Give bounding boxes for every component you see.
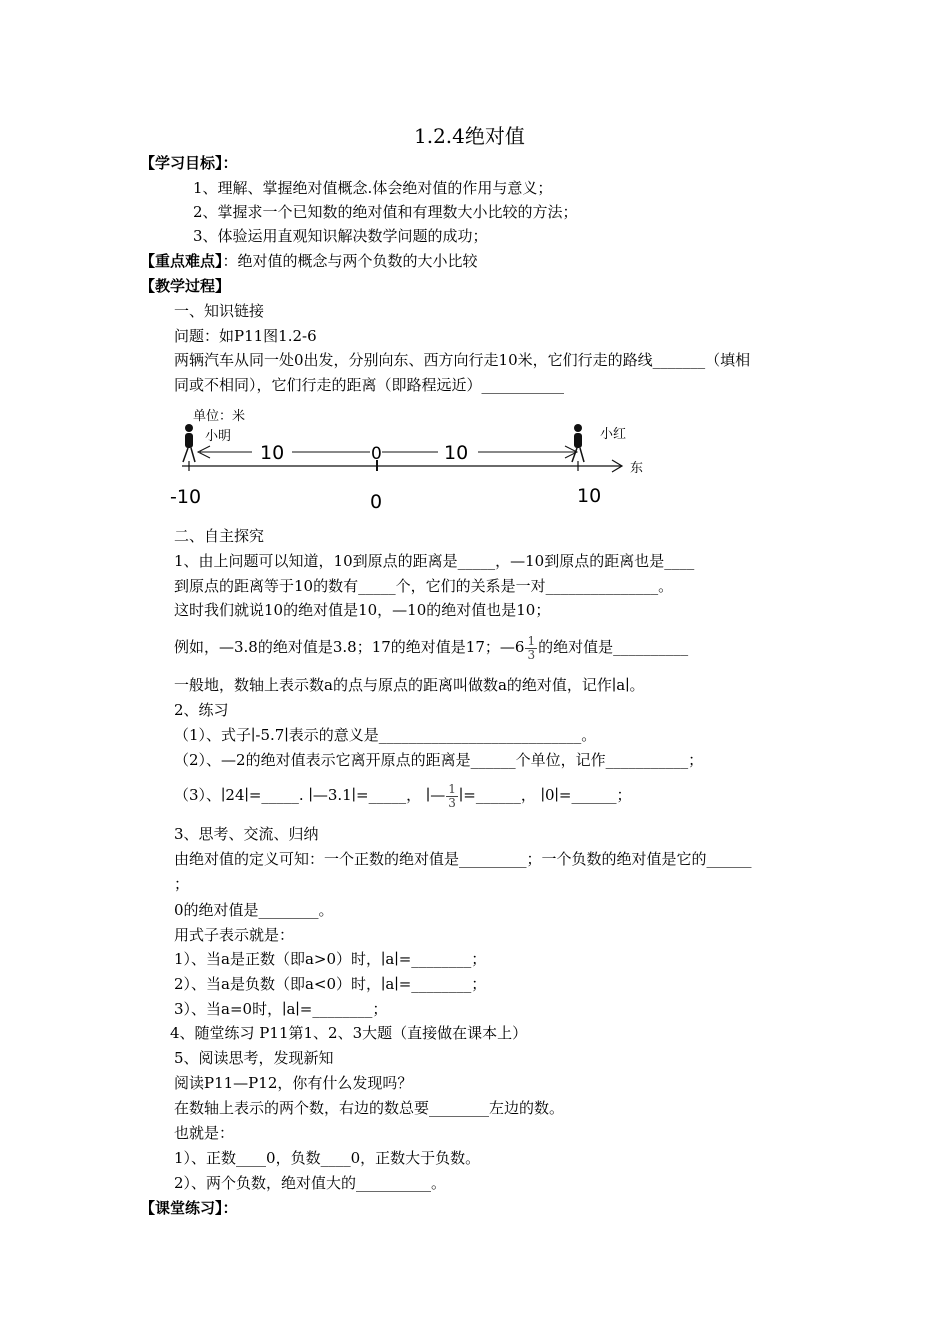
origin-mark: 0 [371,444,382,464]
direction-label: 东 [630,461,644,476]
example-text: 的绝对值是__________ [538,638,689,656]
section4-text: 4、随堂练习 P11第1、2、3大题（直接做在课本上） [170,1024,528,1042]
formula-case: 2）、当a是负数（即a<0）时，∣a∣=________； [174,975,487,993]
definition: 一般地，数轴上表示数a的点与原点的距离叫做数a的绝对值，记作∣a∣。 [174,676,645,694]
formula-case: 3）、当a=0时，∣a∣=________； [174,1000,388,1018]
section5-heading: 5、阅读思考，发现新知 [174,1049,334,1067]
fraction-one-third [525,635,537,662]
process-heading: 【教学过程】 [140,277,231,295]
person-right-icon [572,424,584,462]
tick-label: -10 [170,486,202,508]
left-distance-label: 10 [260,442,285,464]
section1-text: 同或不相同），它们行走的距离（即路程远近）___________ [174,376,565,394]
right-person-name: 小红 [600,427,627,442]
key-points-text: ：绝对值的概念与两个负数的大小比较 [222,252,478,270]
section3-heading: 3、思考、交流、归纳 [174,825,319,843]
person-left-icon [183,424,195,462]
section3-text: 由绝对值的定义可知：一个正数的绝对值是_________；一个负数的绝对值是它的______ [174,850,752,868]
section2-heading: 二、自主探究 [174,527,265,545]
section3-text: 0的绝对值是________。 [174,901,334,919]
fraction-denominator: 3 [448,795,456,810]
tick-label: 10 [577,485,602,507]
tick-label: 0 [370,491,383,513]
section1-text: 两辆汽车从同一处0出发，分别向东、西方向行走10米，它们行走的路线_______（填相 [174,351,751,369]
practice-question [174,780,631,810]
practice-heading: 2、练习 [174,701,229,719]
objective-item: 1、理解、掌握绝对值概念.体会绝对值的作用与意义； [193,179,553,197]
practice-question: （2）、—2的绝对值表示它离开原点的距离是______个单位，记作___________； [174,751,704,769]
formula-case: 1）、当a是正数（即a>0）时，∣a∣=________； [174,950,487,968]
example-line [174,632,688,662]
fraction-numerator: 1 [448,781,456,796]
right-distance-label: 10 [444,442,469,464]
section5-text: 也就是： [174,1124,235,1142]
objective-item: 2、掌握求一个已知数的绝对值和有理数大小比较的方法； [193,203,578,221]
page-title: 1.2.4绝对值 [414,124,525,148]
section5-text: 阅读P11—P12，你有什么发现吗？ [174,1074,413,1092]
key-points-heading: 【重点难点】 [140,252,223,270]
example-text: 例如，—3.8的绝对值是3.8；17的绝对值是17；—6 [174,638,525,656]
section5-rule: 2）、两个负数，绝对值大的__________。 [174,1174,447,1192]
objective-item: 3、体验运用直观知识解决数学问题的成功； [193,227,488,245]
practice-q3-text: （3）、∣24∣=_____. ∣—3.1∣=_____， ∣— [174,786,446,804]
fraction-numerator: 1 [527,633,536,648]
section5-text: 在数轴上表示的两个数，右边的数总要________左边的数。 [174,1099,565,1117]
section1-heading: 一、知识链接 [174,302,265,320]
practice-question: （1）、式子∣-5.7∣表示的意义是___________________________。 [174,726,597,744]
classroom-practice-heading: 【课堂练习】： [140,1199,238,1217]
fraction-one-third [446,783,458,810]
section1-question: 问题：如P11图1.2-6 [174,327,317,345]
section2-text: 1、由上问题可以知道，10到原点的距离是_____，—10到原点的距离也是____ [174,552,695,570]
fraction-denominator: 3 [527,647,536,662]
section3-text: 用式子表示就是： [174,926,295,944]
key-points [140,251,478,271]
section5-rule: 1）、正数____0，负数____0，正数大于负数。 [174,1149,481,1167]
objectives-heading: 【学习目标】： [140,154,238,172]
practice-q3-text: ∣=______， ∣0∣=______； [458,786,632,804]
section3-text: ； [174,875,190,893]
section2-text: 这时我们就说10的绝对值是10，—10的绝对值也是10； [174,601,551,619]
section2-text: 到原点的距离等于10的数有_____个，它们的关系是一对_______________。 [174,577,674,595]
unit-label: 单位：米 [193,408,246,424]
left-person-name: 小明 [205,429,232,444]
number-line-diagram [160,408,660,518]
